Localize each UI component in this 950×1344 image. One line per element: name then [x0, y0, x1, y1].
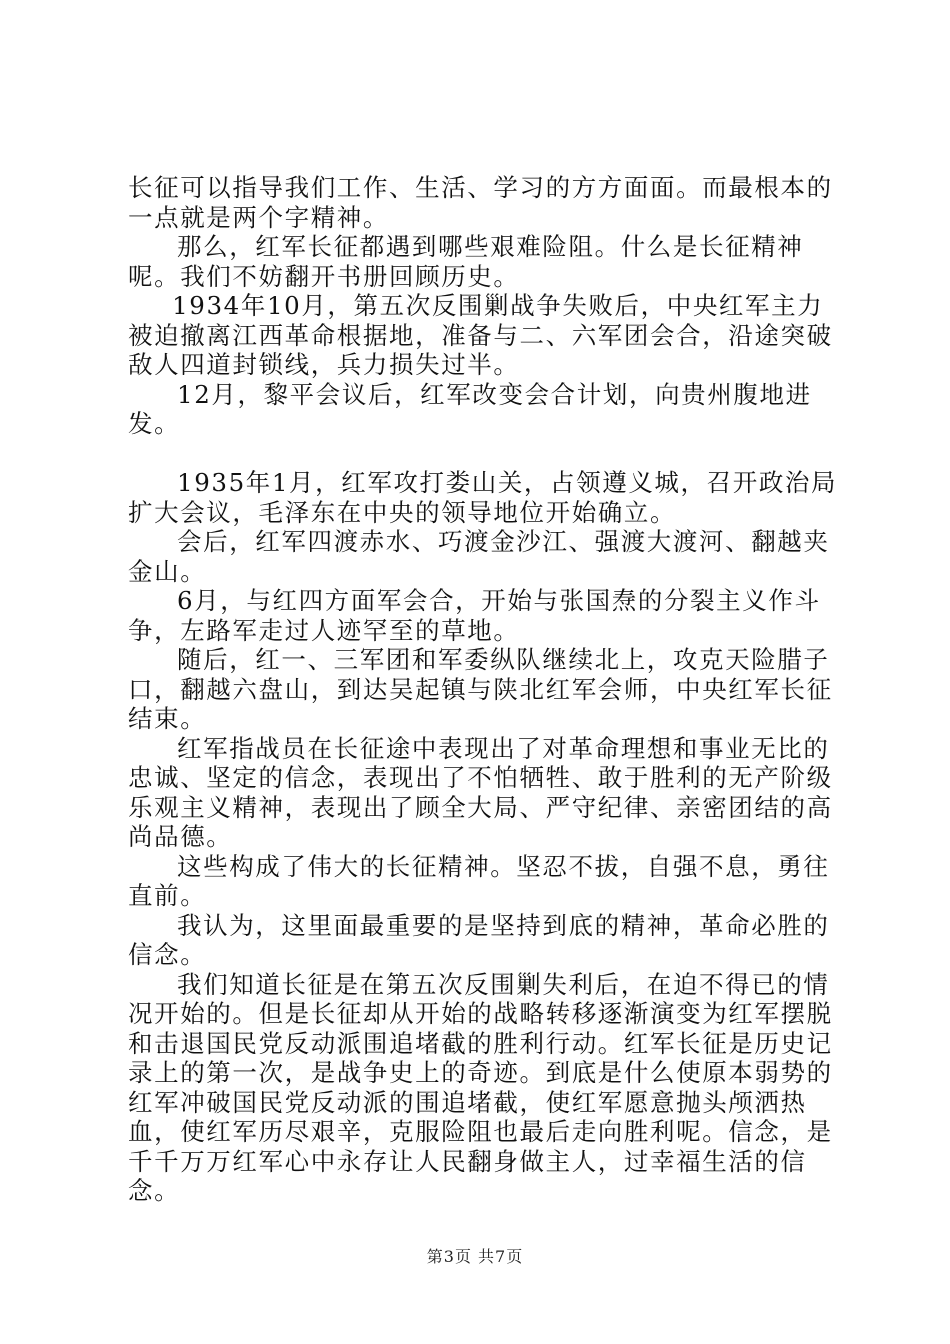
paragraph-9: 红军指战员在长征途中表现出了对革命理想和事业无比的忠诚、坚定的信念，表现出了不怕牺牲、敢于胜利的无产阶级乐观主义精神，表现出了顾全大局、严守纪律、亲密团结的高尚品德。	[128, 733, 833, 851]
page-number-footer: 第3页 共7页	[426, 1247, 524, 1266]
paragraph-11: 我认为，这里面最重要的是坚持到底的精神，革命必胜的信念。	[128, 910, 830, 969]
paragraph-3: 1934年10月，第五次反围剿战争失败后，中央红军主力被迫撤离江西革命根据地，准备与二、六军团会合，沿途突破敌人四道封锁线，兵力损失过半。	[128, 291, 833, 379]
paragraph-10: 这些构成了伟大的长征精神。坚忍不拔，自强不息，勇往直前。	[128, 851, 830, 910]
paragraph-1: 长征可以指导我们工作、生活、学习的方方面面。而最根本的一点就是两个字精神。	[128, 173, 833, 232]
paragraph-7: 6月，与红四方面军会合，开始与张国焘的分裂主义作斗争，左路军走过人迹罕至的草地。	[128, 586, 821, 645]
paragraph-6: 会后，红军四渡赤水、巧渡金沙江、强渡大渡河、翻越夹金山。	[128, 527, 830, 586]
paragraph-4: 12月，黎平会议后，红军改变会合计划，向贵州腹地进发。	[128, 379, 812, 438]
paragraph-8: 随后，红一、三军团和军委纵队继续北上，攻克天险腊子口，翻越六盘山，到达吴起镇与陕北红军会师，中央红军长征结束。	[128, 645, 833, 733]
paragraph-12: 我们知道长征是在第五次反围剿失利后，在迫不得已的情况开始的。但是长征却从开始的战略转移逐渐演变为红军摆脱和击退国民党反动派围追堵截的胜利行动。红军长征是历史记录上的第一次，是战争史上的奇迹。到底是什么使原本弱势的红军冲破国民党反动派的围追堵截，使红军愿意抛头颅洒热血，使红军历尽艰辛，克服险阻也最后走向胜利呢。信念，是千千万万红军心中永存让人民翻身做主人，过幸福生活的信念。	[128, 969, 833, 1205]
document-body	[128, 173, 840, 1206]
paragraph-5: 1935年1月，红军攻打娄山关，占领遵义城，召开政治局扩大会议，毛泽东在中央的领导地位开始确立。	[128, 468, 838, 527]
paragraph-2: 那么，红军长征都遇到哪些艰难险阻。什么是长征精神呢。我们不妨翻开书册回顾历史。	[128, 232, 804, 291]
